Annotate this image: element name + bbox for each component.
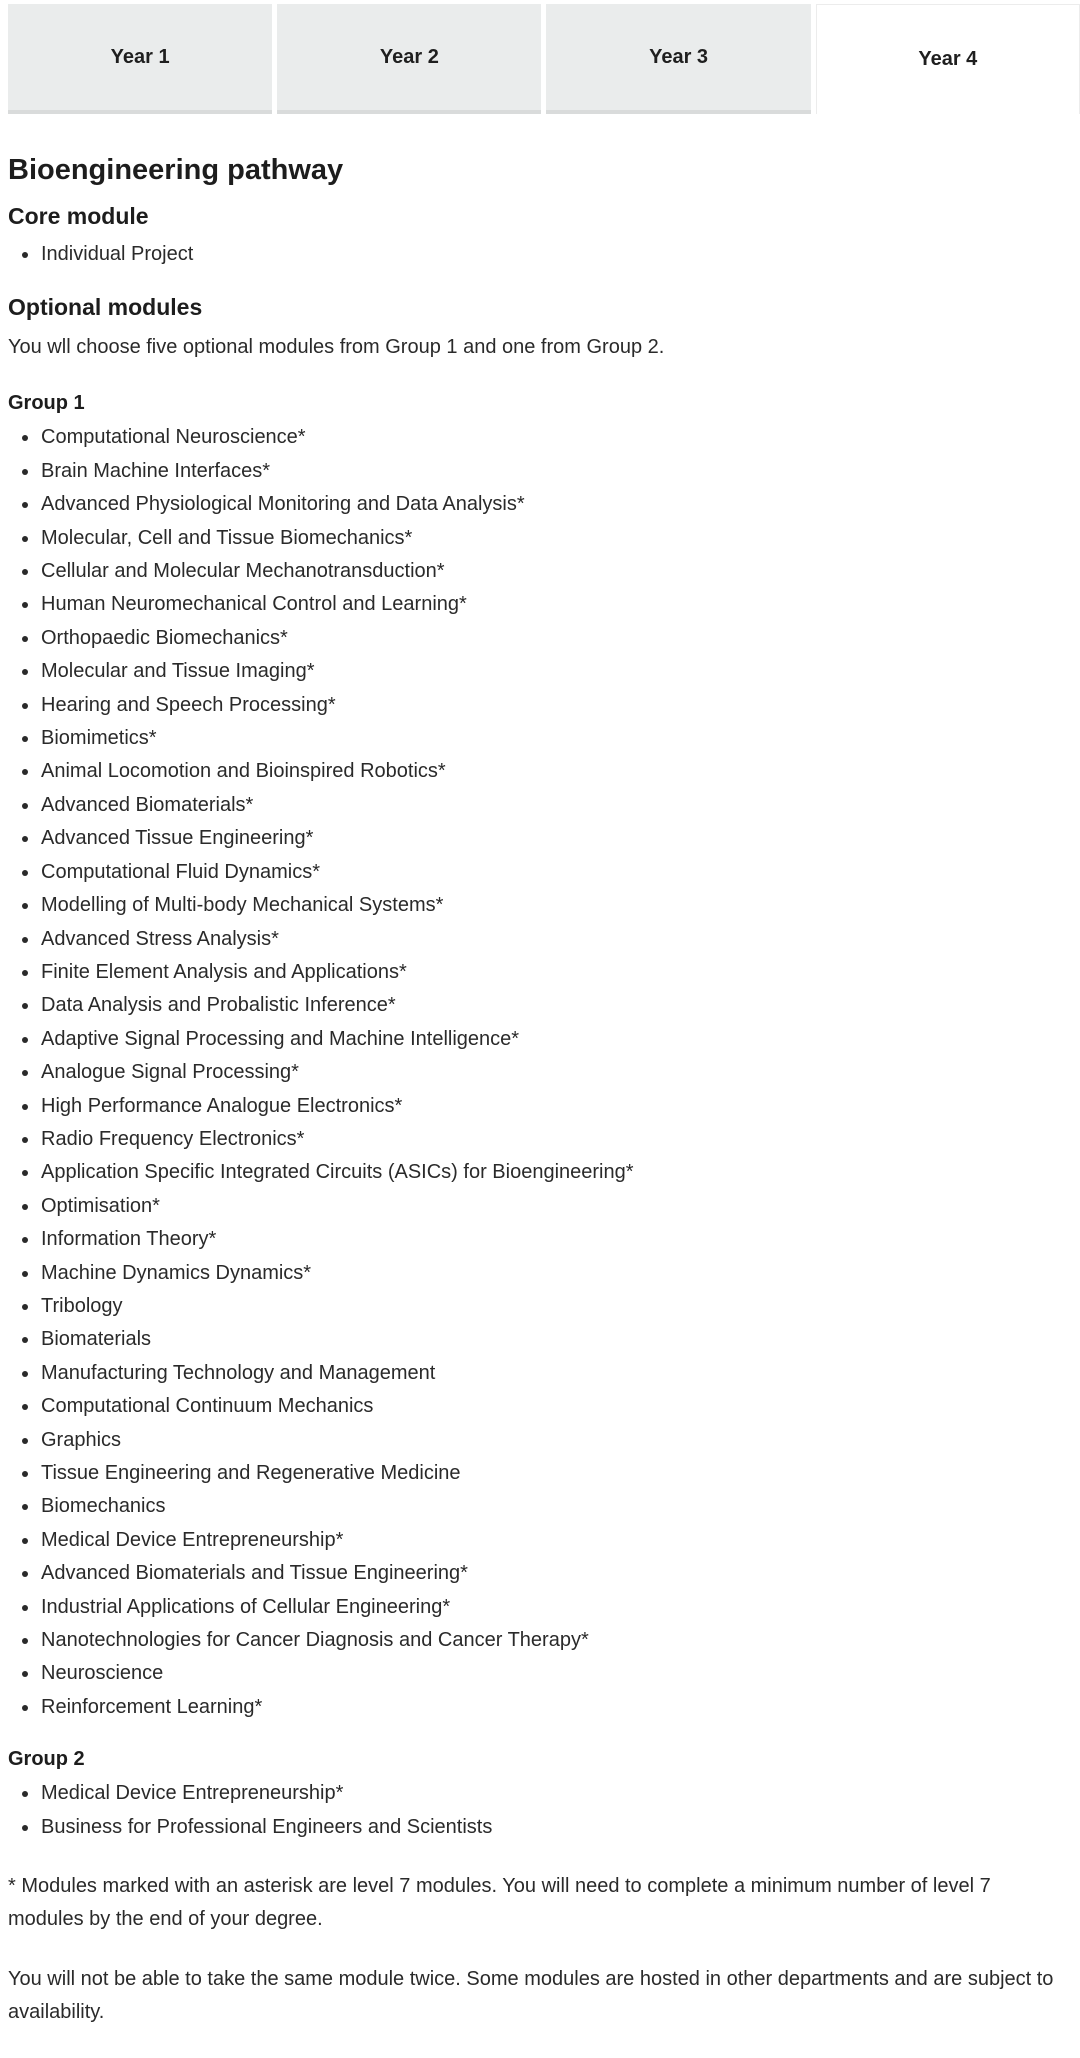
group-2-list bbox=[8, 1777, 1068, 1844]
tab-panel-year-4 bbox=[8, 148, 1068, 2029]
list-item: Machine Dynamics Dynamics* bbox=[8, 1257, 1068, 1290]
list-item: Molecular, Cell and Tissue Biomechanics* bbox=[8, 522, 1068, 555]
list-item: Hearing and Speech Processing* bbox=[8, 689, 1068, 722]
list-item: Reinforcement Learning* bbox=[8, 1691, 1068, 1724]
list-item: Advanced Tissue Engineering* bbox=[8, 822, 1068, 855]
tab-year-3[interactable]: Year 3 bbox=[546, 4, 810, 114]
list-item: Molecular and Tissue Imaging* bbox=[8, 655, 1068, 688]
list-item: Individual Project bbox=[8, 238, 1068, 271]
list-item: Finite Element Analysis and Applications* bbox=[8, 956, 1068, 989]
list-item: Biomimetics* bbox=[8, 722, 1068, 755]
list-item: High Performance Analogue Electronics* bbox=[8, 1090, 1068, 1123]
pathway-title: Bioengineering pathway bbox=[8, 154, 344, 186]
list-item: Biomechanics bbox=[8, 1490, 1068, 1523]
core-module-list bbox=[8, 238, 1068, 271]
list-item: Adaptive Signal Processing and Machine Intelligence* bbox=[8, 1023, 1068, 1056]
list-item: Neuroscience bbox=[8, 1657, 1068, 1690]
tab-year-4[interactable]: Year 4 bbox=[816, 4, 1080, 114]
list-item: Advanced Physiological Monitoring and Data Analysis* bbox=[8, 488, 1068, 521]
list-item: Tissue Engineering and Regenerative Medicine bbox=[8, 1457, 1068, 1490]
availability-note: You will not be able to take the same module twice. Some modules are hosted in other departments and are subject to availability. bbox=[8, 1968, 1054, 2024]
level-7-footnote: * Modules marked with an asterisk are level 7 modules. You will need to complete a minimum number of level 7 modules by the end of your degree. bbox=[8, 1875, 991, 1931]
core-module-heading: Core module bbox=[8, 203, 149, 229]
year-tabs bbox=[8, 4, 1080, 114]
optional-modules-heading: Optional modules bbox=[8, 294, 203, 321]
group-1-list bbox=[8, 421, 1068, 1724]
list-item: Industrial Applications of Cellular Engineering* bbox=[8, 1591, 1068, 1624]
list-item: Medical Device Entrepreneurship* bbox=[8, 1524, 1068, 1557]
list-item: Information Theory* bbox=[8, 1223, 1068, 1256]
list-item: Cellular and Molecular Mechanotransduction* bbox=[8, 555, 1068, 588]
list-item: Advanced Biomaterials and Tissue Engineering* bbox=[8, 1557, 1068, 1590]
list-item: Brain Machine Interfaces* bbox=[8, 455, 1068, 488]
list-item: Tribology bbox=[8, 1290, 1068, 1323]
list-item: Advanced Stress Analysis* bbox=[8, 923, 1068, 956]
list-item: Analogue Signal Processing* bbox=[8, 1056, 1068, 1089]
optional-modules-intro: You wll choose five optional modules from Group 1 and one from Group 2. bbox=[8, 336, 665, 359]
list-item: Orthopaedic Biomechanics* bbox=[8, 622, 1068, 655]
list-item: Manufacturing Technology and Management bbox=[8, 1357, 1068, 1390]
list-item: Computational Continuum Mechanics bbox=[8, 1390, 1068, 1423]
list-item: Human Neuromechanical Control and Learning* bbox=[8, 588, 1068, 621]
list-item: Medical Device Entrepreneurship* bbox=[8, 1777, 1068, 1810]
list-item: Radio Frequency Electronics* bbox=[8, 1123, 1068, 1156]
list-item: Business for Professional Engineers and Scientists bbox=[8, 1811, 1068, 1844]
tab-year-2[interactable]: Year 2 bbox=[277, 4, 541, 114]
list-item: Computational Neuroscience* bbox=[8, 421, 1068, 454]
group-1-heading: Group 1 bbox=[8, 392, 85, 415]
list-item: Computational Fluid Dynamics* bbox=[8, 856, 1068, 889]
list-item: Biomaterials bbox=[8, 1323, 1068, 1356]
tab-year-1[interactable]: Year 1 bbox=[8, 4, 272, 114]
list-item: Graphics bbox=[8, 1424, 1068, 1457]
list-item: Nanotechnologies for Cancer Diagnosis and Cancer Therapy* bbox=[8, 1624, 1068, 1657]
list-item: Modelling of Multi-body Mechanical Systems* bbox=[8, 889, 1068, 922]
list-item: Application Specific Integrated Circuits (ASICs) for Bioengineering* bbox=[8, 1156, 1068, 1189]
list-item: Advanced Biomaterials* bbox=[8, 789, 1068, 822]
list-item: Optimisation* bbox=[8, 1190, 1068, 1223]
list-item: Animal Locomotion and Bioinspired Robotics* bbox=[8, 755, 1068, 788]
list-item: Data Analysis and Probalistic Inference* bbox=[8, 989, 1068, 1022]
group-2-heading: Group 2 bbox=[8, 1748, 85, 1771]
